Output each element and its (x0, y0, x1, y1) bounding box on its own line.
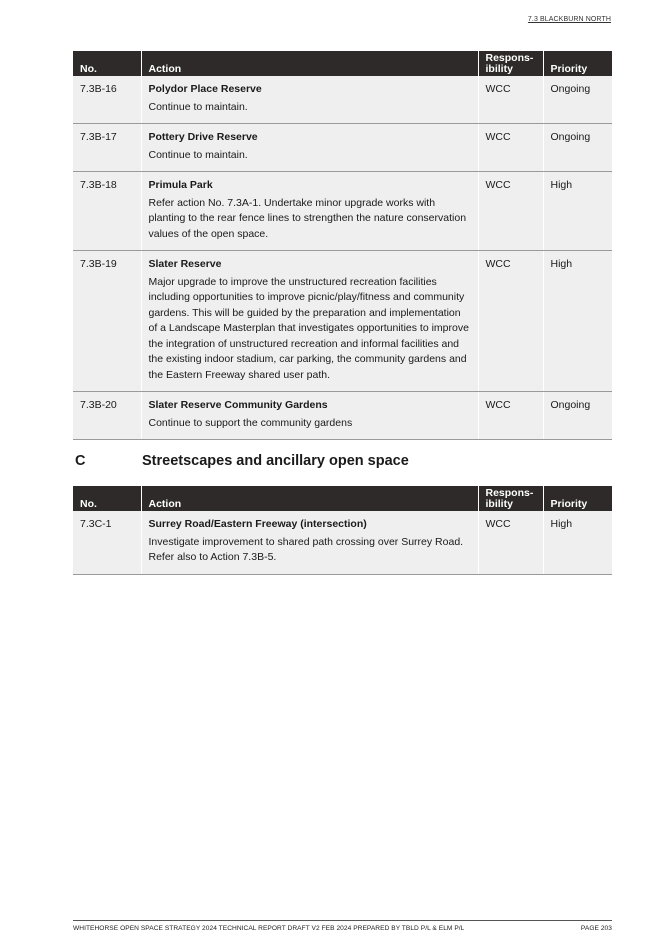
action-cell (141, 124, 478, 172)
responsibility-cell: WCC (478, 124, 543, 172)
section-reference: 7.3 BLACKBURN NORTH (527, 16, 611, 23)
action-number: 7.3B-19 (73, 251, 141, 392)
action-description: Major upgrade to improve the unstructured recreation facilities including opportunities to improve picnic/play/fitness and community gardens. This will be guided by the preparation and implementation of a Landscape Masterplan that investigates opportunities to improve the integration of unstructured recreation and informal facilities and the existing indoor stadium, car parking, the community gardens and the Eastern Freeway shared user path. (148, 275, 469, 381)
responsibility-cell: WCC (478, 392, 543, 440)
action-description: Continue to support the community gardens (148, 416, 353, 429)
table-row (73, 511, 612, 574)
action-cell (141, 251, 478, 392)
action-description: Investigate improvement to shared path crossing over Surrey Road. Refer also to Action 7.3B-5. (148, 535, 464, 563)
action-cell (141, 172, 478, 251)
section-letter: C (75, 453, 86, 469)
action-title: Surrey Road/Eastern Freeway (intersection) (148, 518, 367, 530)
table-row (73, 172, 612, 251)
section-title: Streetscapes and ancillary open space (142, 453, 409, 469)
column-header-priority: Priority (543, 486, 612, 511)
table-header-row (73, 486, 612, 511)
responsibility-header-text: Respons- ibility (485, 52, 534, 75)
table-row (73, 124, 612, 172)
column-header-responsibility (478, 51, 543, 76)
column-header-responsibility (478, 486, 543, 511)
table-header-row (73, 51, 612, 76)
action-description: Refer action No. 7.3A-1. Undertake minor upgrade works with planting to the rear fence lines to strengthen the nature conservation values of the open space. (148, 196, 467, 240)
action-description: Continue to maintain. (148, 148, 248, 161)
action-title: Pottery Drive Reserve (148, 131, 258, 143)
priority-cell: High (543, 172, 612, 251)
action-title: Polydor Place Reserve (148, 83, 262, 95)
page-footer (73, 920, 612, 932)
responsibility-header-text: Respons- ibility (485, 487, 534, 510)
responsibility-cell: WCC (478, 172, 543, 251)
column-header-no: No. (73, 486, 141, 511)
table-row (73, 251, 612, 392)
priority-cell: Ongoing (543, 124, 612, 172)
column-header-action: Action (141, 51, 478, 76)
actions-table-b (73, 51, 612, 440)
action-title: Primula Park (148, 179, 213, 191)
footer-document-info: WHITEHORSE OPEN SPACE STRATEGY 2024 TECHNICAL REPORT DRAFT V2 FEB 2024 PREPARED BY TBLD P/L & ELM P/L (73, 925, 465, 932)
footer-page-number: PAGE 203 (580, 925, 612, 932)
priority-cell: Ongoing (543, 392, 612, 440)
action-number: 7.3C-1 (73, 511, 141, 574)
action-number: 7.3B-20 (73, 392, 141, 440)
action-cell (141, 392, 478, 440)
priority-cell: High (543, 251, 612, 392)
action-number: 7.3B-18 (73, 172, 141, 251)
responsibility-cell: WCC (478, 76, 543, 124)
action-number: 7.3B-16 (73, 76, 141, 124)
priority-cell: High (543, 511, 612, 574)
action-title: Slater Reserve (148, 258, 222, 270)
action-cell (141, 76, 478, 124)
action-number: 7.3B-17 (73, 124, 141, 172)
action-description: Continue to maintain. (148, 100, 248, 113)
column-header-action: Action (141, 486, 478, 511)
action-cell (141, 511, 478, 574)
column-header-priority: Priority (543, 51, 612, 76)
column-header-no: No. (73, 51, 141, 76)
action-title: Slater Reserve Community Gardens (148, 399, 328, 411)
priority-cell: Ongoing (543, 76, 612, 124)
table-row (73, 392, 612, 440)
responsibility-cell: WCC (478, 511, 543, 574)
actions-table-c (73, 486, 612, 575)
responsibility-cell: WCC (478, 251, 543, 392)
table-row (73, 76, 612, 124)
